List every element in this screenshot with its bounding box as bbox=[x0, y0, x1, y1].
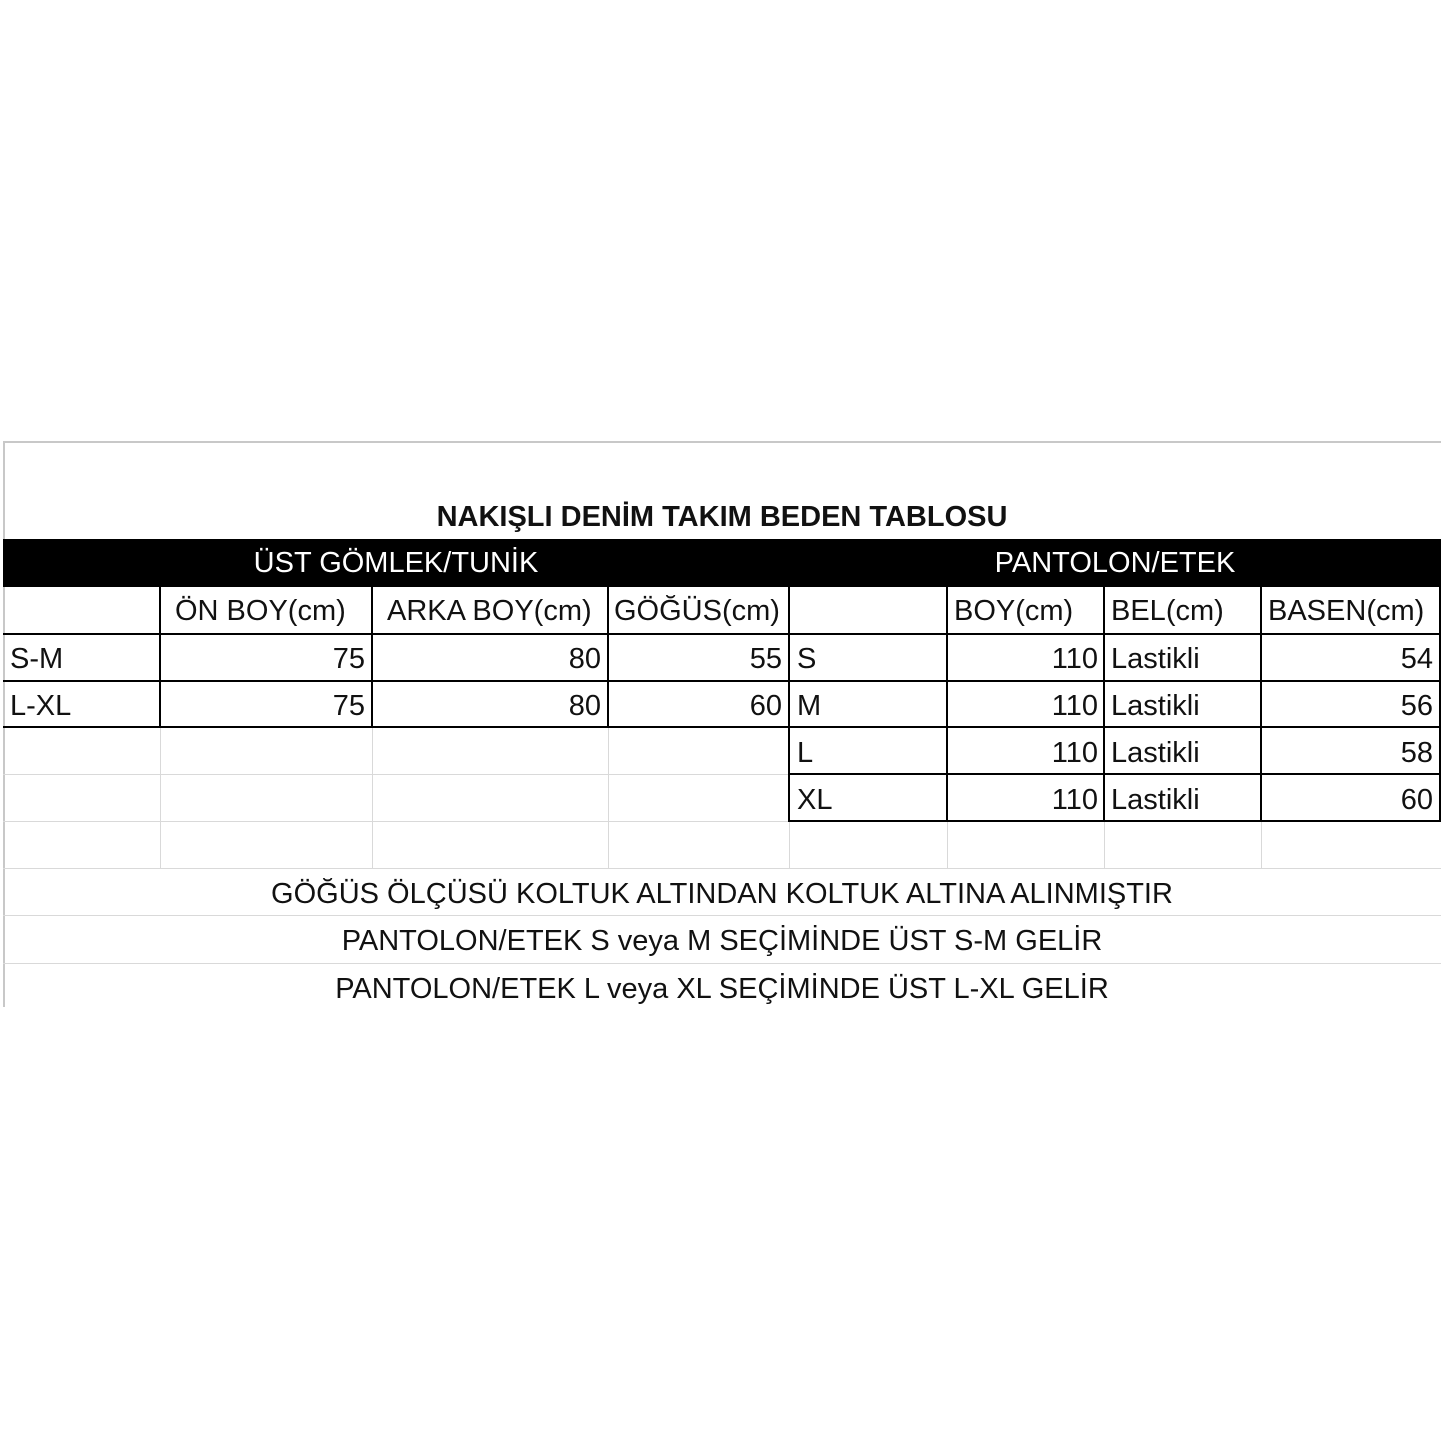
table-cell: 55 bbox=[749, 643, 782, 675]
table-cell: 75 bbox=[332, 643, 365, 675]
table-cell: 80 bbox=[568, 690, 601, 722]
column-header: BASEN(cm) bbox=[1268, 595, 1425, 627]
table-cell: 110 bbox=[1051, 690, 1098, 722]
table-cell: 60 bbox=[749, 690, 782, 722]
table-cell: 80 bbox=[568, 643, 601, 675]
table-border bbox=[788, 587, 790, 822]
gridline bbox=[947, 822, 948, 869]
gridline bbox=[3, 963, 1441, 964]
table-cell: 56 bbox=[1400, 690, 1433, 722]
table-cell: 58 bbox=[1400, 737, 1433, 769]
column-header: GÖĞÜS(cm) bbox=[614, 595, 780, 627]
table-cell: 60 bbox=[1400, 784, 1433, 816]
column-header: BOY(cm) bbox=[954, 595, 1074, 627]
size-label: L bbox=[797, 737, 814, 769]
gridline bbox=[3, 774, 789, 775]
table-cell: 110 bbox=[1051, 643, 1098, 675]
table-cell: 110 bbox=[1051, 737, 1098, 769]
gridline bbox=[372, 727, 373, 869]
table-cell: 54 bbox=[1400, 643, 1433, 675]
bottom-section-label: PANTOLON/ETEK bbox=[994, 547, 1236, 579]
size-label: S-M bbox=[10, 643, 64, 675]
table-cell: Lastikli bbox=[1111, 737, 1200, 769]
note-line: PANTOLON/ETEK L veya XL SEÇİMİNDE ÜST L-XL GELİR bbox=[335, 973, 1109, 1005]
note-line: GÖĞÜS ÖLÇÜSÜ KOLTUK ALTINDAN KOLTUK ALTINA ALINMIŞTIR bbox=[271, 878, 1173, 910]
gridline bbox=[160, 727, 161, 869]
table-cell: 110 bbox=[1051, 784, 1098, 816]
size-label: S bbox=[797, 643, 817, 675]
note-line: PANTOLON/ETEK S veya M SEÇİMİNDE ÜST S-M GELİR bbox=[341, 925, 1103, 957]
gridline bbox=[1104, 822, 1105, 869]
gridline bbox=[789, 822, 790, 869]
size-label: XL bbox=[797, 784, 833, 816]
table-cell: 75 bbox=[332, 690, 365, 722]
table-cell: Lastikli bbox=[1111, 643, 1200, 675]
top-section-label: ÜST GÖMLEK/TUNİK bbox=[253, 547, 539, 579]
column-header: ÖN BOY(cm) bbox=[175, 595, 346, 627]
gridline bbox=[1261, 822, 1262, 869]
gridline bbox=[608, 727, 609, 869]
column-header: BEL(cm) bbox=[1111, 595, 1224, 627]
table-border bbox=[3, 633, 1441, 635]
gridline bbox=[3, 868, 1441, 869]
column-header: ARKA BOY(cm) bbox=[387, 595, 592, 627]
table-border bbox=[789, 773, 1441, 775]
gridline bbox=[3, 821, 789, 822]
table-border bbox=[3, 726, 1441, 728]
gridline bbox=[3, 915, 1441, 916]
size-label: M bbox=[797, 690, 822, 722]
table-border bbox=[3, 680, 1441, 682]
table-border bbox=[789, 820, 1441, 822]
page-title: NAKIŞLI DENİM TAKIM BEDEN TABLOSU bbox=[436, 501, 1008, 533]
table-border bbox=[1103, 587, 1105, 822]
size-label: L-XL bbox=[10, 690, 72, 722]
table-cell: Lastikli bbox=[1111, 784, 1200, 816]
table-cell: Lastikli bbox=[1111, 690, 1200, 722]
table-border bbox=[1439, 587, 1441, 822]
